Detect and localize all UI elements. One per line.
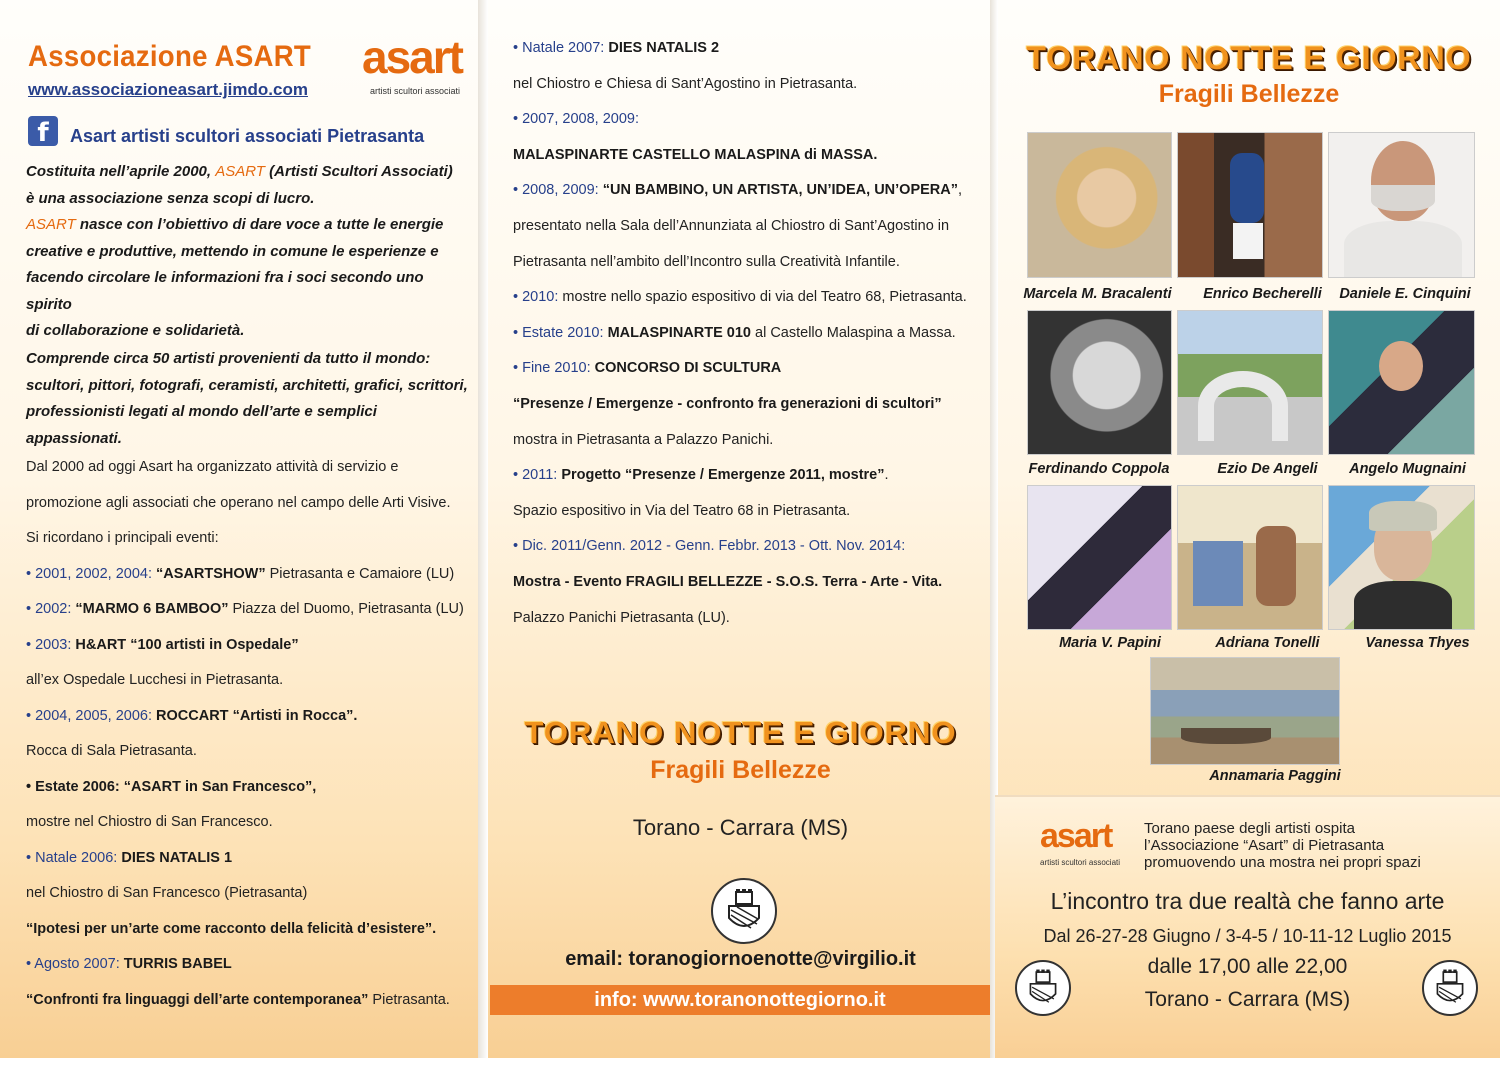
host-line: l’Associazione “Asart” di Pietrasanta [1144,837,1385,854]
event-name: “MARMO 6 BAMBOO” [75,601,229,617]
event-line [26,734,474,770]
intro-line [26,159,471,186]
artist-caption: Maria V. Papini [1059,635,1161,651]
torano-seal-icon [1015,960,1071,1016]
event-name: DIES NATALIS 1 [121,849,233,866]
event-name: “ASARTSHOW” [156,565,266,582]
event-line [513,494,988,530]
event-line [26,557,474,593]
event-line [513,565,988,601]
artist-caption: Angelo Mugnaini [1349,461,1466,477]
intro-text: di collaborazione e solidarietà. [26,322,245,339]
event-text: Rocca di Sala Pietrasanta. [26,743,197,759]
event-text: nel Chiostro di San Francesco (Pietrasanta) [26,885,308,901]
event-name: MALASPINARTE CASTELLO MALASPINA di MASSA. [513,146,878,163]
event-year: • 2001, 2002, 2004: [26,565,157,582]
intro-text: è una associazione senza scopi di lucro. [26,189,315,207]
event-line [26,841,474,877]
event-line [26,486,474,522]
event-line [513,529,988,565]
event-line [26,912,474,948]
artist-caption: Annamaria Paggini [1209,768,1341,784]
event-line [513,458,988,494]
event-year: • Agosto 2007: [26,956,124,972]
asart-logo-word: asart [362,31,462,83]
event-line [513,351,988,387]
info-website-bar[interactable]: info: www.toranonottegiorno.it [490,985,990,1015]
event-line [26,521,474,557]
artist-caption: Ferdinando Coppola [1028,461,1170,477]
event-line [513,280,988,316]
event-text: mostra in Pietrasanta a Palazzo Panichi. [513,431,774,448]
intro-line [26,318,471,345]
event-place-right: Torano - Carrara (MS) [1144,988,1351,1011]
event-year: • Dic. 2011/Genn. 2012 - Genn. Febbr. 2013 - Ott. Nov. 2014: [513,538,906,555]
event-dates: Dal 26-27-28 Giugno / 3-4-5 / 10-11-12 Luglio 2015 [1043,926,1452,946]
event-name: MALASPINARTE 010 [607,324,751,341]
event-name: “Ipotesi per un’arte come racconto della felicità d’esistere”. [26,920,437,937]
event-hours: dalle 17,00 alle 22,00 [1147,955,1348,978]
event-year: • 2002: [26,601,76,617]
artist-photo [1177,132,1323,278]
intro-text: Costituita nell’aprile 2000, [26,163,216,180]
event-text: Pietrasanta e Camaiore (LU) [265,565,455,582]
event-text: promozione agli associati che operano nel campo delle Arti Visive. [26,494,451,511]
event-line [26,592,474,628]
event-line [513,601,988,637]
members-line: professionisti legati al mondo dell’arte e semplici appassionati. [26,403,377,447]
event-text: . [884,467,889,484]
intro-text: nasce con l’obiettivo di dare voce a tutte le energie [75,216,444,233]
event-text: Pietrasanta nell’ambito dell’Incontro sulla Creatività Infantile. [513,253,900,270]
event-name: “UN BAMBINO, UN ARTISTA, UN’IDEA, UN’OPERA” [602,182,958,199]
event-year: • Estate 2010: [513,324,608,341]
event-text: Si ricordano i principali eventi: [26,530,219,546]
intro-line [26,186,471,213]
event-year: • 2008, 2009: [513,182,603,199]
event-line [513,316,988,352]
event-name: TURRIS BABEL [123,956,232,972]
event-name: “Confronti fra linguaggi dell’arte contemporanea” [26,991,369,1008]
artist-caption: Ezio De Angeli [1217,461,1318,477]
intro-line [26,212,471,239]
artist-photo [1027,310,1172,455]
event-name: ROCCART “Artisti in Rocca”. [156,707,358,724]
event-line [26,947,474,983]
members-paragraph [26,346,471,452]
artist-photo [1177,310,1323,455]
asart-logo-subtitle: artisti scultori associati [370,86,461,96]
event-text: Dal 2000 ad oggi Asart ha organizzato attività di servizio e [26,459,399,475]
artist-caption: Daniele E. Cinquini [1339,286,1471,302]
event-line [513,245,988,281]
cover-title: TORANO NOTTE E GIORNO [1026,40,1472,76]
intro-line [26,239,471,266]
event-name: • Estate 2006: “ASART in San Francesco”, [26,778,317,795]
event-year: • 2007, 2008, 2009: [513,111,640,128]
event-name: CONCORSO DI SCULTURA [594,360,782,377]
artist-caption: Adriana Tonelli [1215,635,1320,651]
members-line: Comprende circa 50 artisti provenienti da tutto il mondo: [26,350,431,367]
event-year: • 2004, 2005, 2006: [26,707,157,724]
fold-divider [478,0,488,1058]
asart-highlight: ASART [26,216,76,233]
event-text: mostre nel Chiostro di San Francesco. [26,814,273,830]
event-text: mostre nello spazio espositivo di via del Teatro 68, Pietrasanta. [562,289,967,306]
event-name: DIES NATALIS 2 [608,40,720,56]
artist-photo [1150,657,1340,765]
cover-subtitle: Fragili Bellezze [1158,80,1340,108]
asart-logo [362,31,472,104]
event-line [26,876,474,912]
association-url-link[interactable]: www.associazioneasart.jimdo.com [28,80,308,99]
event-year: • 2003: [26,636,76,653]
intro-line [26,265,471,318]
asart-logo-word: asart [1040,817,1112,855]
intro-text: (Artisti Scultori Associati) [264,163,453,180]
torano-seal-icon [1422,960,1478,1016]
facebook-icon[interactable]: f [28,116,58,146]
event-title: TORANO NOTTE E GIORNO [524,715,957,750]
event-text: Spazio espositivo in Via del Teatro 68 in Pietrasanta. [513,502,851,519]
event-line [26,805,474,841]
artist-caption: Enrico Becherelli [1203,286,1322,302]
event-line [26,770,474,806]
asart-highlight: ASART [215,163,265,180]
event-text: , [957,182,963,199]
incontro-headline: L’incontro tra due realtà che fanno arte [1050,888,1445,914]
event-text: Piazza del Duomo, Pietrasanta (LU) [228,601,464,617]
events-list-left [26,450,474,1018]
event-line [513,138,988,174]
event-line [26,663,474,699]
artist-photo [1328,310,1475,455]
host-line: promuovendo una mostra nei propri spazi [1144,854,1421,871]
event-name: Progetto “Presenze / Emergenze 2011, mostre” [561,467,885,484]
event-year: • Natale 2006: [26,849,122,866]
artist-photo [1027,485,1172,630]
intro-text: creative e produttive, mettendo in comune le esperienze e [26,242,439,260]
event-year: • 2011: [513,467,562,484]
event-line [513,67,988,103]
artist-caption: Marcela M. Bracalenti [1023,286,1172,302]
facebook-page-link[interactable]: Asart artisti scultori associati Pietrasanta [70,126,425,146]
event-line [513,387,988,423]
host-line: Torano paese degli artisti ospita [1144,820,1355,837]
host-description [1144,820,1421,871]
artist-caption: Vanessa Thyes [1365,635,1470,651]
event-text: presentato nella Sala dell’Annunziata al Chiostro di Sant’Agostino in [513,217,950,234]
event-line [513,31,988,67]
event-year: • 2010: [513,289,563,306]
event-line [26,628,474,664]
asart-logo-small [1040,818,1120,867]
artist-photo [1177,485,1323,630]
contact-email[interactable]: email: toranogiornoenotte@virgilio.it [565,948,916,970]
event-year: • Fine 2010: [513,360,595,377]
event-line [26,983,474,1019]
event-line [513,102,988,138]
intro-paragraph [26,159,471,345]
event-name: Mostra - Evento FRAGILI BELLEZZE - S.O.S. Terra - Arte - Vita. [513,573,943,590]
torano-seal-icon [711,878,777,944]
event-subtitle: Fragili Bellezze [650,756,831,784]
event-text: Pietrasanta. [368,991,450,1008]
artist-photo [1027,132,1172,278]
event-line [26,450,474,486]
artist-photo [1328,132,1475,278]
members-line: scultori, pittori, fotografi, ceramisti, architetti, grafici, scrittori, [26,376,468,394]
event-text: all’ex Ospedale Lucchesi in Pietrasanta. [26,672,284,688]
event-line [26,699,474,735]
event-name: “Presenze / Emergenze - confronto fra generazioni di scultori” [513,395,942,412]
event-name: H&ART “100 artisti in Ospedale” [75,636,299,653]
asart-logo-subtitle: artisti scultori associati [1040,858,1121,867]
event-line [513,173,988,209]
event-place: Torano - Carrara (MS) [632,815,849,840]
association-title: Associazione ASART [28,40,312,73]
event-year: • Natale 2007: [513,40,609,56]
artist-photo [1328,485,1475,630]
event-text: nel Chiostro e Chiesa di Sant’Agostino in Pietrasanta. [513,75,858,92]
event-line [513,423,988,459]
event-text: Palazzo Panichi Pietrasanta (LU). [513,609,730,626]
events-list-middle [513,31,988,636]
intro-text: facendo circolare le informazioni fra i soci secondo uno spirito [26,269,424,313]
event-line [513,209,988,245]
event-text: al Castello Malaspina a Massa. [750,324,956,341]
